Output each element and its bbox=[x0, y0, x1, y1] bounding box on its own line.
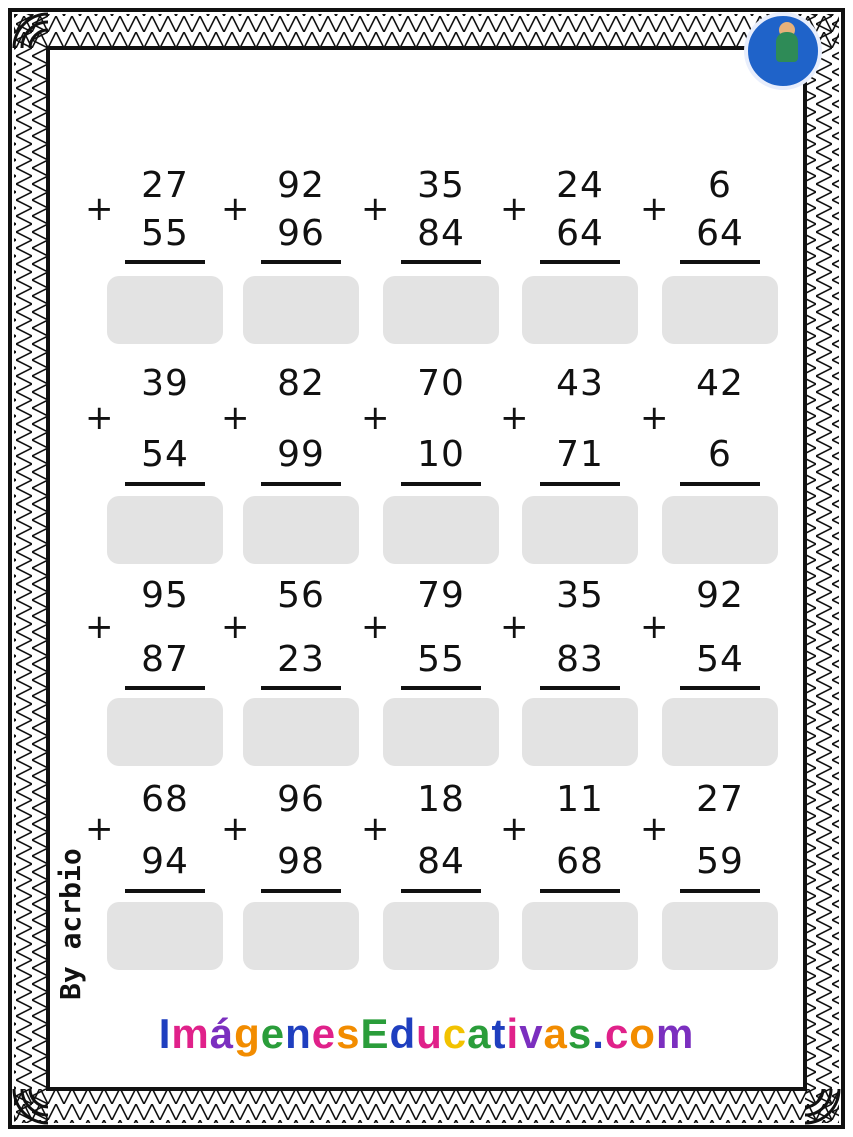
answer-box[interactable] bbox=[522, 276, 638, 344]
sum-line bbox=[261, 889, 341, 893]
addend-bottom: 55 bbox=[141, 213, 189, 254]
answer-box[interactable] bbox=[243, 902, 359, 970]
answer-box[interactable] bbox=[383, 276, 499, 344]
addend-top: 43 bbox=[556, 363, 604, 404]
sum-line bbox=[261, 482, 341, 486]
addend-top: 27 bbox=[141, 165, 189, 206]
addend-top: 96 bbox=[277, 779, 325, 820]
answer-box[interactable] bbox=[522, 496, 638, 564]
addend-top: 35 bbox=[556, 575, 604, 616]
plus-sign: + bbox=[500, 809, 529, 849]
sum-line bbox=[125, 482, 205, 486]
plus-sign: + bbox=[640, 607, 669, 647]
addend-bottom: 87 bbox=[141, 639, 189, 680]
answer-box[interactable] bbox=[243, 496, 359, 564]
logo-child-figure-icon bbox=[776, 32, 798, 62]
addend-bottom: 59 bbox=[696, 841, 744, 882]
brand-letter: n bbox=[285, 1010, 312, 1057]
answer-box[interactable] bbox=[662, 698, 778, 766]
plus-sign: + bbox=[640, 189, 669, 229]
answer-box[interactable] bbox=[243, 276, 359, 344]
addend-bottom: 94 bbox=[141, 841, 189, 882]
addend-top: 79 bbox=[417, 575, 465, 616]
addend-top: 70 bbox=[417, 363, 465, 404]
plus-sign: + bbox=[85, 607, 114, 647]
brand-letter: v bbox=[519, 1010, 544, 1057]
addend-top: 39 bbox=[141, 363, 189, 404]
answer-box[interactable] bbox=[243, 698, 359, 766]
sum-line bbox=[261, 260, 341, 264]
addend-bottom: 64 bbox=[556, 213, 604, 254]
plus-sign: + bbox=[500, 607, 529, 647]
sum-line bbox=[401, 260, 481, 264]
plus-sign: + bbox=[361, 398, 390, 438]
addend-top: 92 bbox=[696, 575, 744, 616]
author-credit: By acrbio bbox=[54, 848, 87, 1000]
answer-box[interactable] bbox=[383, 698, 499, 766]
answer-box[interactable] bbox=[662, 902, 778, 970]
sum-line bbox=[540, 889, 620, 893]
brand-letter: s bbox=[567, 1010, 593, 1057]
answer-box[interactable] bbox=[107, 698, 223, 766]
addend-top: 27 bbox=[696, 779, 744, 820]
brand-letter: t bbox=[491, 1010, 507, 1057]
plus-sign: + bbox=[85, 398, 114, 438]
addend-bottom: 98 bbox=[277, 841, 325, 882]
addend-top: 6 bbox=[708, 165, 732, 206]
brand-letter: m bbox=[171, 1010, 210, 1057]
sum-line bbox=[401, 482, 481, 486]
brand-letter: a bbox=[467, 1010, 492, 1057]
addend-bottom: 71 bbox=[556, 434, 604, 475]
addend-top: 11 bbox=[556, 779, 604, 820]
addend-top: 56 bbox=[277, 575, 325, 616]
brand-letter: g bbox=[234, 1010, 261, 1057]
answer-box[interactable] bbox=[662, 496, 778, 564]
plus-sign: + bbox=[361, 809, 390, 849]
brand-letter: á bbox=[209, 1010, 235, 1057]
plus-sign: + bbox=[221, 189, 250, 229]
plus-sign: + bbox=[640, 809, 669, 849]
sum-line bbox=[540, 482, 620, 486]
addend-bottom: 84 bbox=[417, 841, 465, 882]
answer-box[interactable] bbox=[383, 902, 499, 970]
brand-letter: e bbox=[260, 1010, 286, 1057]
addend-top: 95 bbox=[141, 575, 189, 616]
addend-top: 35 bbox=[417, 165, 465, 206]
brand-letter: d bbox=[389, 1010, 417, 1057]
answer-box[interactable] bbox=[662, 276, 778, 344]
answer-box[interactable] bbox=[522, 698, 638, 766]
sum-line bbox=[401, 686, 481, 690]
plus-sign: + bbox=[221, 398, 250, 438]
sum-line bbox=[261, 686, 341, 690]
sum-line bbox=[540, 686, 620, 690]
addend-bottom: 83 bbox=[556, 639, 604, 680]
brand-letter: o bbox=[629, 1010, 656, 1057]
plus-sign: + bbox=[500, 189, 529, 229]
sum-line bbox=[125, 889, 205, 893]
sum-line bbox=[125, 686, 205, 690]
addend-bottom: 99 bbox=[277, 434, 325, 475]
addend-top: 24 bbox=[556, 165, 604, 206]
plus-sign: + bbox=[221, 607, 250, 647]
addend-bottom: 68 bbox=[556, 841, 604, 882]
addend-bottom: 55 bbox=[417, 639, 465, 680]
plus-sign: + bbox=[85, 809, 114, 849]
sum-line bbox=[125, 260, 205, 264]
addend-bottom: 96 bbox=[277, 213, 325, 254]
brand-letter: . bbox=[592, 1010, 605, 1057]
addend-bottom: 6 bbox=[708, 434, 732, 475]
brand-letter: a bbox=[543, 1010, 568, 1057]
answer-box[interactable] bbox=[107, 902, 223, 970]
answer-box[interactable] bbox=[107, 276, 223, 344]
brand-letter: e bbox=[311, 1010, 337, 1057]
brand-letter: c bbox=[442, 1010, 468, 1057]
plus-sign: + bbox=[221, 809, 250, 849]
plus-sign: + bbox=[640, 398, 669, 438]
sum-line bbox=[680, 482, 760, 486]
addend-top: 42 bbox=[696, 363, 744, 404]
sum-line bbox=[680, 686, 760, 690]
answer-box[interactable] bbox=[107, 496, 223, 564]
addend-top: 92 bbox=[277, 165, 325, 206]
answer-box[interactable] bbox=[383, 496, 499, 564]
site-logo-badge bbox=[744, 12, 822, 90]
plus-sign: + bbox=[361, 607, 390, 647]
plus-sign: + bbox=[85, 189, 114, 229]
addend-bottom: 84 bbox=[417, 213, 465, 254]
sum-line bbox=[680, 889, 760, 893]
addend-bottom: 54 bbox=[141, 434, 189, 475]
brand-letter: E bbox=[360, 1010, 390, 1057]
plus-sign: + bbox=[500, 398, 529, 438]
addend-top: 18 bbox=[417, 779, 465, 820]
brand-letter: m bbox=[655, 1010, 695, 1057]
addend-bottom: 10 bbox=[417, 434, 465, 475]
sum-line bbox=[680, 260, 760, 264]
brand-letter: i bbox=[506, 1010, 520, 1057]
sum-line bbox=[540, 260, 620, 264]
brand-letter: u bbox=[416, 1010, 443, 1057]
brand-letter: I bbox=[158, 1010, 172, 1057]
addend-top: 68 bbox=[141, 779, 189, 820]
answer-box[interactable] bbox=[522, 902, 638, 970]
brand-wordmark bbox=[0, 1010, 853, 1058]
addend-top: 82 bbox=[277, 363, 325, 404]
addend-bottom: 64 bbox=[696, 213, 744, 254]
addend-bottom: 23 bbox=[277, 639, 325, 680]
plus-sign: + bbox=[361, 189, 390, 229]
brand-letter: s bbox=[336, 1010, 361, 1057]
brand-letter: c bbox=[604, 1010, 630, 1057]
sum-line bbox=[401, 889, 481, 893]
addend-bottom: 54 bbox=[696, 639, 744, 680]
